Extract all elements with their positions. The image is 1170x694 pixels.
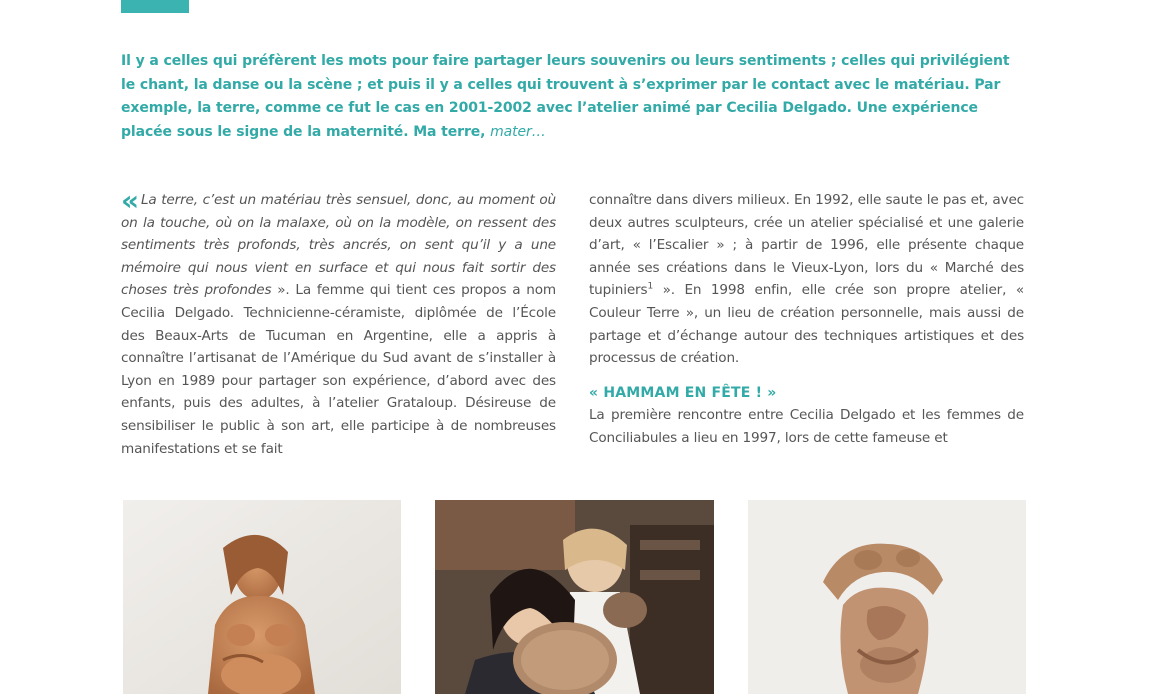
intro-paragraph: [121, 50, 1026, 144]
quote-end: ».: [271, 282, 290, 299]
quote-text: La terre, c’est un matériau très sensuel, donc, au moment où on la touche, où on la malaxe, où on la modèle, on ressent des sentiments très profonds, très ancrés, on sent qu’il y a une mémoire qui nous vient en surface et qui nous fait sortir des choses très profondes: [121, 192, 556, 299]
quote-mark: «: [121, 184, 139, 217]
left-column: [121, 184, 556, 460]
left-paragraph: [121, 184, 556, 460]
section-subheading: « HAMMAM EN FÊTE ! »: [589, 384, 777, 401]
right-text-b: ». En 1998 enfin, elle crée son propre atelier, « Couleur Terre », un lieu de création personnelle, mais aussi de partage et d’échange autour des techniques artistiques et des processus de création.: [589, 282, 1024, 367]
photo-pregnant-woman-sculpture: [123, 500, 401, 694]
footnote-ref: 1: [647, 281, 654, 292]
photo-workshop-women: [435, 500, 714, 694]
accent-bar: [121, 0, 189, 13]
left-body-text: La femme qui tient ces propos a nom Cecilia Delgado. Technicienne-céramiste, diplômée de l’École des Beaux-Arts de Tucuman en Argentine, elle a appris à connaître l’artisanat de l’Amérique du Sud avant de s’installer à Lyon en 1989 pour partager son expérience, d’abord avec des enfants, puis des adultes, à l’atelier Grataloup. Désireuse de sensibiliser le public à son art, elle participe à de nombreuses manifestations et se fait: [121, 282, 556, 457]
right-column: [589, 189, 1024, 450]
right-paragraph-1: [589, 189, 1024, 370]
photo-mother-child-sculpture: [748, 500, 1026, 694]
intro-text: Il y a celles qui préfèrent les mots pour faire partager leurs souvenirs ou leurs sentiments ; celles qui privilégient le chant, la danse ou la scène ; et puis il y a celles qui trouvent à s’exprimer par le contact avec le matériau. Par exemple, la terre, comme ce fut le cas en 2001-2002 avec l’atelier animé par Cecilia Delgado. Une expérience placée sous le signe de la maternité. Ma terre,: [121, 53, 1010, 140]
right-text-a: connaître dans divers milieux. En 1992, elle saute le pas et, avec deux autres sculpteurs, crée un atelier spécialisé et une galerie d’art, « l’Escalier » ; à partir de 1996, elle présente chaque année ses créations dans le Vieux-Lyon, lors du « Marché des tupiniers: [589, 192, 1024, 299]
intro-emphasis: mater…: [490, 123, 546, 140]
right-paragraph-2: La première rencontre entre Cecilia Delgado et les femmes de Conciliabules a lieu en 1997, lors de cette fameuse et: [589, 407, 1024, 446]
